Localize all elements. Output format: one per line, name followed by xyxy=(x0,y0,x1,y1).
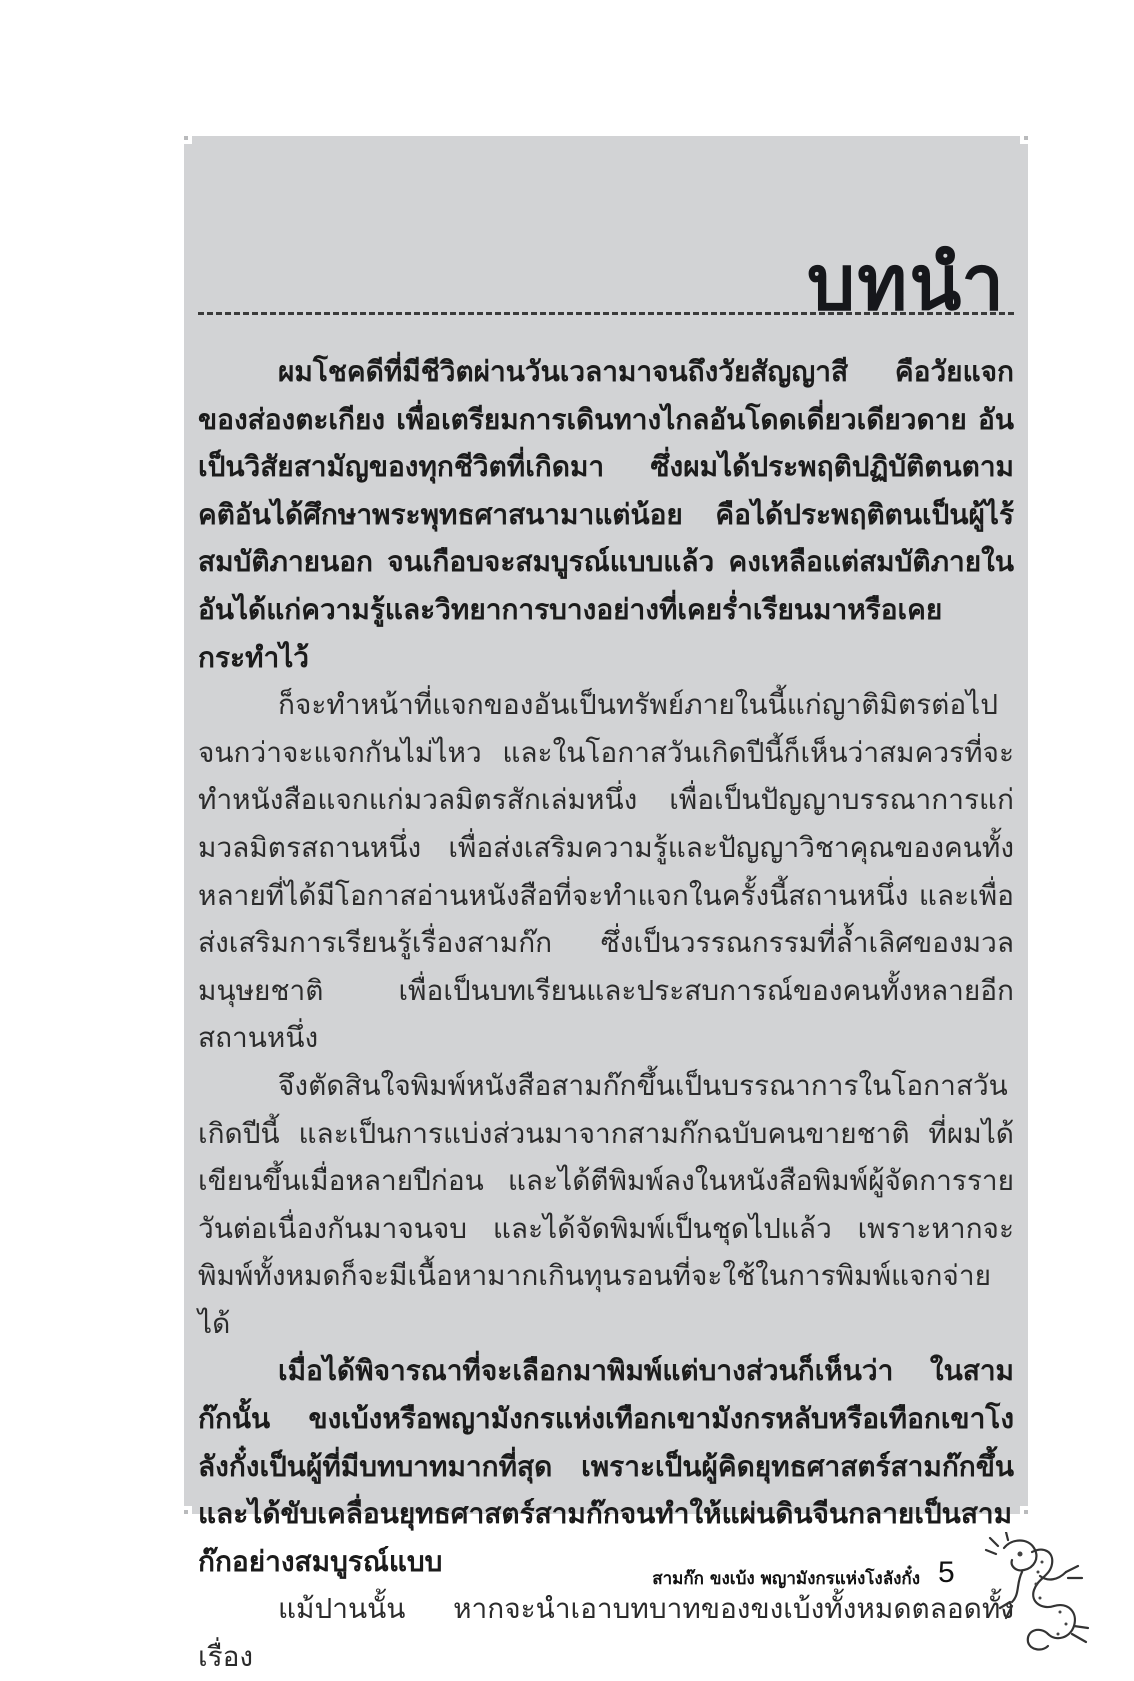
panel-corner-ornament xyxy=(1020,1506,1032,1518)
dashed-divider xyxy=(198,312,1014,315)
page-title: บทนำ xyxy=(807,237,1006,327)
paragraph: จึงตัดสินใจพิมพ์หนังสือสามก๊กขึ้นเป็นบรรณาการในโอกาสวันเกิดปีนี้ และเป็นการแบ่งส่วนมาจากสามก๊กฉบับคนขายชาติ ที่ผมได้เขียนขึ้นเมื่อหลายปีก่อน และได้ตีพิมพ์ลงในหนังสือพิมพ์ผู้จัดการรายวันต่อเนื่องกันมาจนจบ และได้จัดพิมพ์เป็นชุดไปแล้ว เพราะหากจะพิมพ์ทั้งหมดก็จะมีเนื้อหามากเกินทุนรอนที่จะใช้ในการพิมพ์แจกจ่ายได้ xyxy=(198,1068,1014,1340)
page-number: 5 xyxy=(938,1556,955,1589)
paragraph: ก็จะทำหน้าที่แจกของอันเป็นทรัพย์ภายในนี้แก่ญาติมิตรต่อไปจนกว่าจะแจกกันไม่ไหว และในโอกาสวันเกิดปีนี้ก็เห็นว่าสมควรที่จะทำหนังสือแจกแก่มวลมิตรสักเล่มหนึ่ง เพื่อเป็นปัญญาบรรณาการแก่มวลมิตรสถานหนึ่ง เพื่อส่งเสริมความรู้และปัญญาวิชาคุณของคนทั้งหลายที่ได้มีโอกาสอ่านหนังสือที่จะทำแจกในครั้งนี้สถานหนึ่ง และเพื่อส่งเสริมการเรียนรู้เรื่องสามก๊ก ซึ่งเป็นวรรณกรรมที่ล้ำเลิศของมวลมนุษยชาติ เพื่อเป็นบทเรียนและประสบการณ์ของคนทั้งหลายอีกสถานหนึ่ง xyxy=(198,688,1014,1055)
running-footer-title: สามก๊ก ขงเบ้ง พญามังกรแห่งโงลังกั๋ง xyxy=(652,1569,920,1589)
panel-corner-ornament xyxy=(1020,132,1032,144)
dragon-illustration xyxy=(982,1532,1094,1654)
paragraph: ผมโชคดีที่มีชีวิตผ่านวันเวลามาจนถึงวัยสัญญาสี คือวัยแจกของส่องตะเกียง เพื่อเตรียมการเดินทางไกลอันโดดเดี่ยวเดียวดาย อันเป็นวิสัยสามัญของทุกชีวิตที่เกิดมา ซึ่งผมได้ประพฤติปฏิบัติตนตามคติอันได้ศึกษาพระพุทธศาสนามาแต่น้อย คือได้ประพฤติตนเป็นผู้ไร้สมบัติภายนอก จนเกือบจะสมบูรณ์แบบแล้ว คงเหลือแต่สมบัติภายในอันได้แก่ความรู้และวิทยาการบางอย่างที่เคยร่ำเรียนมาหรือเคยกระทำไว้ xyxy=(198,355,1014,674)
body-text xyxy=(198,348,1014,1681)
paragraph: แม้ปานนั้น หากจะนำเอาบทบาทของขงเบ้งทั้งหมดตลอดทั้งเรื่อง xyxy=(198,1592,1014,1674)
panel-corner-ornament xyxy=(180,132,192,144)
paragraph: เมื่อได้พิจารณาที่จะเลือกมาพิมพ์แต่บางส่วนก็เห็นว่า ในสามก๊กนั้น ขงเบ้งหรือพญามังกรแห่งเทือกเขามังกรหลับหรือเทือกเขาโงลังกั๋งเป็นผู้ที่มีบทบาทมากที่สุด เพราะเป็นผู้คิดยุทธศาสตร์สามก๊กขึ้น และได้ขับเคลื่อนยุทธศาสตร์สามก๊กจนทำให้แผ่นดินจีนกลายเป็นสามก๊กอย่างสมบูรณ์แบบ xyxy=(198,1354,1014,1578)
panel-corner-ornament xyxy=(180,1506,192,1518)
